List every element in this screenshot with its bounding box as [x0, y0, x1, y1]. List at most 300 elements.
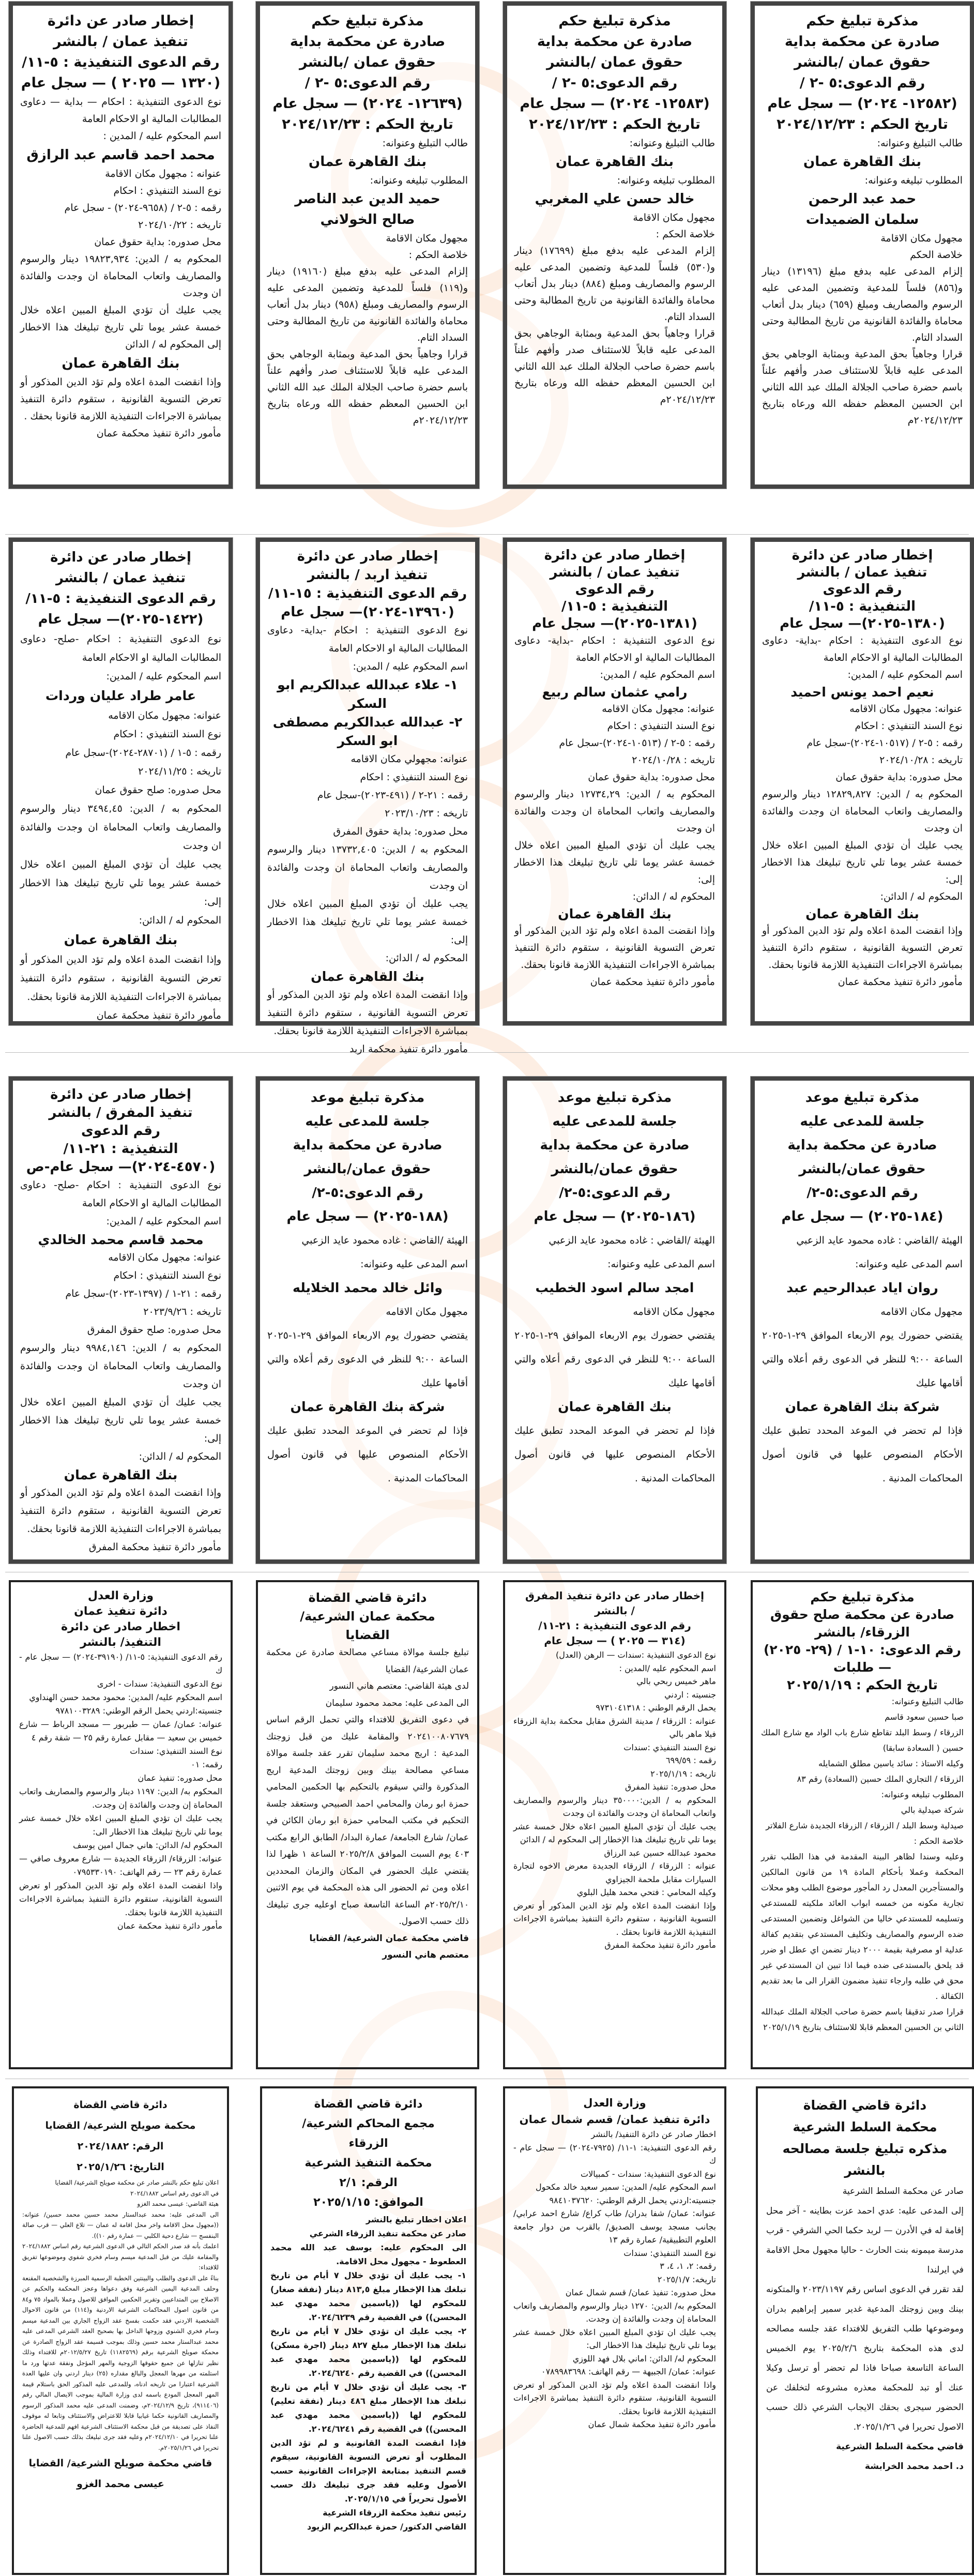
notice-heading: تنفيذ عمان / بالنشر	[550, 565, 680, 580]
notice-text: مجهول مكان الاقامة	[386, 233, 468, 244]
notice-text: نوع الدعوى التنفيذية : احكام -بداية- دعاوى المطالبات المالية او الاحكام العامة	[267, 625, 468, 654]
notice-text: تبليغ جلسة موالاة مساعي مصالحة صادرة عن محكمة عمان الشرعية/ القضايا	[266, 1647, 469, 1675]
notice-heading: (١٢٥٨٣- ٢٠٢٤) — سجل عام	[520, 96, 710, 112]
notice-text: تاريخه : ٢٠٢٤/١٠/٢٨	[879, 754, 963, 766]
notice-text: المحكوم له / الدائن:	[139, 915, 221, 926]
legal-notice	[12, 2086, 229, 2575]
notice-heading: (١٣٨١-٢٠٢٥)— سجل عام	[532, 616, 697, 631]
party-name: محمد قاسم محمد الخالدي	[38, 1232, 204, 1247]
notice-text: محل صدوره: بداية حقوق عمان	[94, 236, 221, 248]
notice-heading: (١٢٥٨٢- ٢٠٢٤) — سجل عام	[767, 96, 957, 112]
notice-text: محل صدوره: تنفيذ عمان/ قسم شمال عمان	[565, 2287, 716, 2297]
notice-heading: تنفيذ اربد / بالنشر	[307, 567, 428, 583]
notice-text: وإذا انقضت المدة اعلاه ولم تؤد الدين المذكور أو تعرض التسوية القانونية ، ستقوم دائرة التنفيذ بمباشرة الاجراءات التنفيذية اللازمة قانونا بحقك.	[20, 1487, 221, 1535]
notice-text: الى المحكوم عليه: يوسف عبد الله محمد العطعوط - مجهول محل الاقامة.	[270, 2242, 466, 2266]
notice-text: وإذا انقضت المدة اعلاه ولم تؤد الدين المذكور أو تعرض التسوية القانونية ، ستقوم دائرة التنفيذ بمباشرة الاجراءات التنفيذية اللازمة قانونا بحقك .	[513, 1900, 716, 1937]
legal-notice	[751, 538, 974, 1025]
notice-heading: رقم الدعوى:٥-٢/	[806, 1185, 918, 1201]
notice-text: يقتضي حضورك يوم الاربعاء الموافق ٢٩-١-٢٠٢٥ الساعة ٩:٠٠ للنظر في الدعوى رقم أعلاه والتي أقامها عليك	[762, 1330, 963, 1389]
notice-heading: رقم الدعوى التنفيذية : ٢١-١١/	[538, 1619, 691, 1632]
notice-text: عنوانه : مجهول مكان الاقامة	[105, 168, 221, 179]
notice-heading: حقوق عمان /بالنشر	[299, 54, 436, 70]
notice-text: رقمه : ٢١-١ / (١٣٩٧-٢٠٢٣)-سجل عام	[65, 1288, 221, 1299]
notice-signature: قاضي محكمة السلط الشرعية	[836, 2442, 964, 2452]
row-divider	[5, 1052, 969, 1053]
notice-text: نوع السند التنفيذي : احكام	[113, 729, 221, 740]
notice-text: ١- يجب عليك أن تؤدي خلال ٧ أيام من تاريخ تبلغك هذا الإخطار مبلغ ٨١٣,٥ دينار (نفقة صغار) للمحكوم لها ((ياسمين محمد مهدي عبد المحسن)) في القضية رقم ٢٠٢٤/٦٢٣٩.	[270, 2270, 466, 2322]
notice-text: تاريخه : ٢٠٢٣/٩/٢٦	[143, 1306, 221, 1317]
notice-text: نوع السند التنفيذي :سندات	[623, 1742, 716, 1752]
notice-text: المحكوم به/ الدين: ١٢٧٠ دينار والرسوم والمصاريف واتعاب المحاماة إن وجدت والفائدة إن وجدت.	[513, 2300, 717, 2324]
notice-text: ٣- يجب عليك أن تؤدي خلال ٧ أيام من تاريخ تبلغك هذا الإخطار مبلغ ٤٨٦ دينار (نفقة تعليم) للمحكوم لها ((ياسمين محمد مهدي عبد المحسن)) في القضية رقم ٢٠٢٤/٦٢٤١.	[270, 2382, 466, 2434]
row-divider	[5, 534, 969, 535]
notice-heading: رقم الدعوى	[575, 582, 655, 597]
notice-text: رقمه : ٥-٢ / (١٠٥١٣-٢٠٢٤)-سجل عام	[559, 737, 715, 749]
notice-text: الى المدعى عليه: محمد محمود سليمان	[325, 1698, 469, 1708]
notice-heading: الرقم: ٢٠٢٤/١٨٨٢	[77, 2141, 164, 2152]
notice-heading: / بالنشر	[595, 1604, 635, 1617]
notice-text: عنوانه: مجهول مكان الاقامه	[602, 703, 715, 715]
notice-heading: مذكرة تبليغ موعد	[805, 1090, 920, 1105]
notice-text: الزرقاء / وسط البلد تقاطع شارع باب الواد مع شارع الملك حسين ( السعادة سابقا)	[761, 1728, 964, 1753]
notice-text: وإذا انقضت المدة اعلاه ولم تؤد الدين المذكور أو تعرض التسوية القانونية ، ستقوم دائرة التنفيذ بمباشرة الاجراءات التنفيذية اللازمة قانونا بحقك.	[762, 925, 963, 971]
notice-text: نوع الدعوى التنفيذية : احكام — بداية — دعاوى المطالبات المالية او الاحكام العامة	[20, 96, 221, 125]
notice-text: مجهول مكان الاقامة	[633, 212, 715, 223]
notice-text: مأمور دائرة تنفيذ محكمة المفرق	[604, 1940, 716, 1950]
notice-heading: صادرة عن محكمة بداية	[784, 34, 940, 50]
notice-heading: رقم الدعوى:٥ -٢ /	[552, 75, 678, 91]
party-name: ٢- عبدالله عبدالكريم مصطفى ابو السكر	[272, 715, 463, 748]
notice-text: الزرقاء / التجاري الملك حسين (السعادة) رقم ٨٣	[797, 1774, 964, 1784]
notice-text: المحكوم له/ الدائن: اماني بلال فهد اللوزي	[572, 2353, 716, 2363]
legal-notice	[256, 538, 479, 1055]
party-name: محمد احمد قاسم عبد الرازق	[26, 147, 215, 163]
notice-heading: تنفيذ عمان / بالنشر	[797, 565, 927, 580]
notice-heading: (٣١٤ — ٢٠٢٥ ) — سجل عام	[544, 1634, 686, 1647]
notice-heading: قاضي محكمة صويلح الشرعية/ القضايا	[28, 2458, 212, 2469]
notice-text: محمود عبدالله حسين عبد الرزاق	[604, 1847, 716, 1858]
notice-text: اسم المحكوم عليه / المدين:	[847, 669, 963, 680]
party-name: بنك القاهرة عمان	[558, 1399, 672, 1414]
notice-text: عنوانه: مجهول مكان الاقامه	[849, 703, 963, 715]
notice-text: محل صدوره: تنفيذ عمان	[138, 1773, 222, 1783]
notice-text: محل صدوره: صلح حقوق المفرق	[87, 1324, 221, 1336]
notice-text: عنوانه: الزرقاء/ الزرقاء الجديدة — شارع معروف صافي — عمارة رقم ٢٣ — رقم الهاتف: ٠٧٩٥٣٣٠١٩٠	[19, 1854, 222, 1877]
notice-heading: دائرة تنفيذ عمان	[74, 1605, 168, 1618]
notice-text: طالب التبليغ وعنوانه:	[891, 1696, 964, 1706]
party-name: بنك القاهرة عمان	[555, 154, 674, 170]
notice-heading: عيسى محمد الغزو	[77, 2478, 164, 2490]
notice-heading: حقوق عمان /بالنشر	[794, 54, 931, 70]
legal-notice	[751, 2, 974, 489]
notice-heading: — طلبات	[833, 1660, 892, 1675]
notice-text: وإذا انقضت المدة اعلاه ولم تؤد الدين المذكور أو تعرض التسوية القانونية ، ستقوم دائرة التنفيذ بمباشرة الاجراءات التنفيذية اللازمة قانونا بحقك.	[20, 954, 221, 1003]
notice-text: قرارا وجاهياً بحق المدعية وبمثابة الوجاهي بحق المدعى عليه قابلاً للاستئناف صدر وأفهم علناً باسم حضرة صاحب الجلالة الملك عبد الله الثاني ابن الحسين المعظم حفظه الله ورعاه بتاريخ ٢٠٢٤/١٢/٢٣م	[267, 348, 468, 426]
notice-heading: تنفيذ عمان / بالنشر	[53, 34, 188, 50]
notice-text: إلى المدعى عليه: عدي احمد عزت بطاينه - آخر محل إقامة له في الأدرن — لربد حكما الحي الشرقي - قرب مدرسة ميمونه بنت الحارث - حاليا مجهول محل الاقامة في ايرلندا	[766, 2206, 964, 2275]
notice-heading: (١٨٤-٢٠٢٥) — سجل عام	[781, 1209, 943, 1224]
legal-notice	[256, 1580, 479, 2069]
notice-heading: (١٨٨-٢٠٢٥) — سجل عام	[286, 1209, 449, 1224]
notice-heading: حقوق عمان /بالنشر	[546, 54, 683, 70]
notice-heading: تاريخ الحكم : ٢٠٢٤/١٢/٢٣	[529, 116, 701, 132]
notice-text: فإذا لم تحضر في الموعد المحدد تطبق عليك الأحكام المنصوص عليها في قانون أصول المحاكمات المدنية .	[514, 1425, 715, 1484]
notice-text: اعلمك بأنه قد صدر الحكم التالي في الدعوى الشرعية رقم اساس ٢٠٢٤/١٨٨٢ والمقامة عليك من قبل المدعية ميسم وسام فخري شفوي وموضوعها تفريق للافتداء:	[22, 2242, 219, 2271]
notice-text: خلاصة الحكم :	[914, 1836, 964, 1846]
notice-text: اسم المحكوم عليه / المدين:	[600, 669, 715, 680]
notice-text: المحكوم به / الدين: ١٩٨٢٣,٩٣٤ دينار والرسوم والمصاريف واتعاب المحاماة ان وجدت والفائدة ان وجدت	[20, 253, 221, 299]
legal-notice	[503, 2086, 726, 2575]
notice-text: إلزام المدعى عليه بدفع مبلغ (١٧٦٩٩) دينار و(٥٣٠) فلساً للمدعية وتضمين المدعى عليه الرسوم والمصاريف ومبلغ (٨٨٤) دينار بدل أتعاب محاماة والفائدة القانونية من تاريخ المطالبة وحتى السداد التام.	[514, 245, 715, 323]
notice-heading: رقم الدعوى	[823, 582, 902, 597]
notice-heading: (١٣٩٦٠-٢٠٢٤)— سجل عام	[281, 604, 454, 620]
notice-heading: الزرقاء	[348, 2137, 388, 2150]
notice-text: المحكوم به / الدين:٣٥٠٠٠٠ دينار والرسوم والمصاريف واتعاب المحاماة ان وجدت والفائدة ان وجدت	[513, 1795, 716, 1818]
notice-text: تاريخه: ٢٠٢٥/١/٧	[657, 2274, 716, 2284]
notice-heading: صادرة عن محكمة بداية	[293, 1138, 443, 1153]
notice-text: جنسيته : اردني	[664, 1689, 716, 1700]
notice-text: واذا انقضت المدة اعلاه ولم تؤد الدين المذكور او تعرض التسوية القانونية، ستقوم دائرة التنفيذ بمباشرة الاجراءات التنفيذية اللازمة قانونا بحقك.	[513, 2380, 716, 2416]
notice-text: المحكوم به / الدين: ١٢٨٢٩,٨٢٧ دينار والرسوم والمصاريف واتعاب المحاماة ان وجدت والفائدة ان وجدت	[762, 789, 963, 834]
notice-text: لقد تقرر في الدعوى اساس رقم ٢٠٢٣/١١٩٧ والمتكونه بينك وبين زوجتك المدعية غدير سمير إبراهيم بدران وموضوعها طلب التفريق للافتداء عقد جلسه مصالحه لدى هذه المحكمة بتاريخ ٢٠٢٥/٢/٦ يوم الخميس الساعة التاسعة صباحا فاذا لم تحضر أو ترسل وكيلا عنك أو تبد للمحكمة معذره مشروعه لتخلفك عن الحضور سيجرى بحقك الايجاب الشرعي ذلك حسب الاصول تحريرا في ٢٠٢٥/١/٢٦.	[766, 2284, 964, 2432]
notice-heading: الرقم: ٢/١	[339, 2176, 398, 2189]
notice-heading: إخطار صادر عن دائرة	[47, 13, 194, 29]
notice-heading: (١٢٦٣٩- ٢٠٢٤) — سجل عام	[272, 96, 463, 112]
party-name: شركة بنك القاهرة عمان	[785, 1399, 940, 1414]
notice-text: نوع الدعوى التنفيذية: سندات - اخرى	[97, 1679, 222, 1689]
notice-heading: رقم الدعوى التنفيذية : ٥-١١/	[22, 54, 220, 70]
notice-text: اخطار صادر عن دائرة التنفيذ/ بالنشر	[591, 2129, 716, 2139]
notice-text: المحكوم له / الدائن:	[385, 952, 468, 964]
notice-heading: رقم الدعوى: ١٠-١ / (٢٩- ٢٠٢٥)	[763, 1642, 962, 1657]
notice-text: المحكوم به / الدين: ٩٩٨٤,١٤٦ دينار والرسوم والمصاريف واتعاب المحاماة ان وجدت والفائدة ان وجدت	[20, 1342, 221, 1390]
legal-notice	[256, 2, 479, 489]
notice-text: إلزام المدعى عليه بدفع مبلغ (١٣١٩٦) دينار و(٨٥٦) فلساً للمدعية وتضمين المدعى عليه الرسوم والمصاريف ومبلغ (٦٥٩) دينار بدل أتعاب محاماة والفائدة القانونية من تاريخ المطالبة وحتى السداد التام.	[762, 266, 963, 343]
notice-text: قرارا وجاهياً بحق المدعية وبمثابة الوجاهي بحق المدعى عليه قابلاً للاستئناف صدر وأفهم علناً باسم حضرة صاحب الجلالة الملك عبد الله الثاني ابن الحسين المعظم حفظه الله ورعاه بتاريخ ٢٠٢٤/١٢/٢٣م	[762, 348, 963, 426]
party-name: امجد سالم اسود الخطيب	[535, 1280, 694, 1295]
notice-text: رقمه : ٥-١ / (٢٨٧٠١-٢٠٢٤)-سجل عام	[65, 747, 221, 759]
notice-heading: إخطار صادر عن دائرة تنفيذ المفرق	[525, 1589, 704, 1602]
notice-text: فإذا لم تحضر في الموعد المحدد تطبق عليك الأحكام المنصوص عليها في قانون أصول المحاكمات المدنية .	[267, 1425, 468, 1484]
notice-heading: التاريخ: ٢٠٢٥/١/٢٦	[77, 2161, 164, 2173]
notice-heading: دائرة قاضي القضاة	[73, 2099, 168, 2111]
notice-heading: بالنشر	[844, 2163, 886, 2178]
notice-text: في دعوى التفريق للافتداء والتي تحمل الرقم اساس ٢٠٢٤١٠٠٨٠٧٦٧٩ والمقامة عليك من قبل زوجتك المدعية : اريج محمد سليمان تقرر عقد جلسة موالاة مساعي مصالحة بينك وبين زوجتك المدعية اريج المذكورة والتي سيقوم بالتحكيم بها الحكمين المحامي حمزة ابو رمان والمحامي احمد الصبيحي وستعقد جلسة التحكيم في مكتب المحامي حمزة ابو رمان الكائن في عمان/ شارع الجامعة/ عمارة البداد/ الطابق الرابع مكتب ٤٠٣ يوم السبت الموافق ٢٠٢٥/٢/٨ الساعة ١ ظهرا لذا يقتضي عليك الحضور في المكان والزمان المحددين اعلاه ومن ثم الحضور الى هذه المحكمة في يوم الاثنين ٢٠٢٥/٢/١٠م الساعة التاسعة صباح اوعليه جرى تبليغك ذلك حسب الاصول.	[266, 1715, 469, 1927]
notice-text: المطلوب تبليغه وعنوانه:	[881, 1790, 964, 1799]
party-name: بنك القاهرة عمان	[64, 1467, 178, 1482]
notice-text: الهيئة /القاضي : غاده محمود عايد الزعبي	[301, 1235, 468, 1246]
notice-text: نوع السند التنفيذي: سندات	[130, 1746, 222, 1756]
notice-heading: إخطار صادر عن دائرة	[792, 548, 933, 563]
notice-heading: (١٣٨٠-٢٠٢٥)— سجل عام	[780, 616, 945, 631]
notice-text: وإذا انقضت المدة اعلاه ولم تؤد الدين المذكور أو تعرض التسوية القانونية ، ستقوم دائرة التنفيذ بمباشرة الاجراءات التنفيذية اللازمة قانونا بحقك .	[20, 376, 221, 422]
notice-text: عنوانه: عمان/ عمان — طبربور — مسجد الرباط — شارع خميس بن سعيد — مقابل عمارة رقم ٢٥ — شقة رقم ٤	[19, 1719, 222, 1742]
notice-heading: حقوق عمان/بالنشر	[799, 1161, 926, 1177]
notice-heading: دائرة تنفيذ عمان/ قسم شمال عمان	[519, 2113, 710, 2126]
notice-heading: رقم الدعوى:٥ -٢ /	[799, 75, 925, 91]
notice-text: نوع السند التنفيذي : احكام	[855, 720, 963, 732]
legal-notice	[9, 1077, 233, 1564]
notice-text: رقم الدعوى التنفيذية: ٥-١١/ (٣٩١٩٠-٢٠٢٤) — سجل عام - ك	[19, 1652, 222, 1675]
legal-notice	[503, 1077, 726, 1564]
party-name: وائل خالد محمد الخلايله	[292, 1280, 443, 1295]
notice-text: ٢- يجب عليك ان تؤدي خلال ٧ أيام من تاريخ تبلغك هذا الإخطار مبلغ ٨٢٧ دينار (اجرة مسكن) للمحكوم لها ((ياسمين محمد مهدي عبد المحسن)) في القضية رقم ٢٠٢٤/٦٢٤٠.	[270, 2326, 467, 2378]
notice-heading: مذكره تبليغ جلسة مصالحه	[782, 2141, 948, 2156]
notice-text: عنوانه: عمان/ شفا بدران/ طاب كراع/ شارع احمد عرابي/ بجانب مسجد يوسف الصديق/ بالقرب من دوار جامعة العلوم التطبيقية/ عمارة رقم ١٣	[513, 2208, 716, 2245]
notice-text: ماهر خميس ربحي بالي	[636, 1676, 716, 1686]
party-name: سلمان الضميدات	[805, 212, 919, 228]
notice-text: اسم المحكوم عليه/ المدين: محمود محمد حسن الهنداوي	[29, 1692, 222, 1702]
notice-text: نوع الدعوى التنفيذية : احكام -بداية- دعاوى المطالبات المالية او الاحكام العامة	[514, 635, 715, 663]
legal-notice	[751, 1580, 974, 2069]
legal-notice	[9, 1580, 233, 2069]
notice-text: شركة صيدلية بالي	[901, 1805, 964, 1815]
notice-heading: رقم الدعوى التنفيذية : ١٥-١١/	[268, 586, 467, 601]
notice-text: صيدلية وسط البلد / الزرقاء / الزرقاء الجديدة شارع الفلاتر	[766, 1821, 964, 1830]
notice-heading: مذكرة تبليغ حكم	[311, 13, 424, 29]
notice-heading: تاريخ الحكم : ٢٠٢٤/١٢/٢٣	[777, 116, 948, 132]
notice-heading: دائرة قاضي القضاة	[308, 1590, 427, 1605]
notice-text: مأمور دائرة تنفيذ محكمة عمان	[96, 428, 221, 439]
notice-text: مجهول مكان الاقامه	[880, 1306, 963, 1317]
notice-text: رقمه: ٠١	[191, 1760, 222, 1769]
notice-heading: تنفيذ المفرق / بالنشر	[49, 1105, 193, 1120]
notice-text: اسم المحكوم عليه / المدين:	[106, 1216, 221, 1227]
notice-text: خلاصة الحكم :	[656, 229, 715, 240]
notice-signature: معتصم هاني النسور	[382, 1950, 469, 1960]
party-name: بنك القاهرة عمان	[803, 154, 922, 170]
party-name: شركة بنك القاهرة عمان	[290, 1399, 445, 1414]
notice-text: يجب عليك أن تؤدي المبلغ المبين اعلاه خلال خمسة عشر يوما تلي تاريخ تبليغك هذا الاخطار إلى:	[514, 840, 715, 885]
notice-text: تاريخه : ٢٠٢٤/١٠/٢٢	[138, 219, 221, 231]
notice-text: المحكوم له / الدائن:	[632, 891, 715, 902]
legal-notice	[9, 538, 233, 1025]
notice-text: نوع الدعوى التنفيذية : احكام -صلح- دعاوى المطالبات المالية او الاحكام العامة	[20, 633, 221, 663]
notice-text: المحكوم به/ الدين: ١١٩٧ دينار والرسوم والمصاريف واتعاب المحاماة إن وجدت والفائدة إن وجدت.	[19, 1786, 223, 1810]
notice-text: يجب عليك أن تؤدي المبلغ المبين اعلاه خلال خمسة عشر يوما تلي تاريخ تبليغك هذا الإخطار إلى المحكوم له / الدائن	[513, 1821, 716, 1844]
notice-text: يقتضي حضورك يوم الاربعاء الموافق ٢٩-١-٢٠٢٥ الساعة ٩:٠٠ للنظر في الدعوى رقم أعلاه والتي أقامها عليك	[514, 1330, 715, 1389]
notice-text: عنوانه : الزرقاء / مدينة الشرق مقابل محكمة بداية الزرقاء فيلا ماهر بالي	[513, 1716, 716, 1739]
notice-text: وعليه وسندا لظاهر البينة المقدمة في هذا الطلب تقرر المحكمة وعملا بأحكام المادة ١٩ من قانون المالكين والمستأجرين المعدل رد المأجور موضوع الطلب وهو محلات تجارية مكونه من خمسه ابواب العائد ملكيته للمستدعي وتسليمه للمستدعي خاليا من الشواغل وتضمين المستدعى ضده الرسوم والمصاريف وتكليف المستدعي بتقديم كفالة عدلية او مصرفية بقيمة ٢٠٠٠ دينار تضمن اي عطل او ضرر قد يلحق بالمستدعى ضده فيما اذا تبين ان المستدعي غير محق في طلبه وارجاء تنفيذ مضمون القرار الى ما بعد تقديم الكفالة .	[761, 1852, 964, 2001]
notice-heading: رقم الدعوى:٥-٢/	[559, 1185, 671, 1201]
notice-heading: رقم الدعوى:٥ -٢ /	[305, 75, 431, 91]
notice-text: عنوانه : الزرقاء / الزرقاء الجديدة معرض الاخوه لتجارة السيارات مقابل ملحمة الجيزاوي	[513, 1861, 716, 1884]
notice-text: نوع السند التنفيذي : احكام	[113, 185, 221, 196]
notice-text: مأمور دائرة تنفيذ محكمة شمال عمان	[588, 2419, 716, 2429]
notice-text: اسم المدعى عليه وعنوانه:	[855, 1259, 963, 1270]
party-name: نعيم احمد يونس احميد	[790, 685, 934, 700]
notice-text: الى المدعى عليه: محمد عبدالستار محمد حسين محمد حسين/ عنوانه: ((مجهول محل الاقامة واخر محل اقامة له عمان — تلاع العلي — قرب صالة البنفسج — شارع دحية الكلبي — عمارة رقم ١٠)).	[22, 2210, 219, 2239]
notice-text: محل صدوره: بداية حقوق عمان	[588, 771, 715, 783]
notice-text: نوع الدعوى التنفيذية :سندات — الرهن (العدل)	[555, 1650, 716, 1660]
notice-text: واذا انقضت المدة اعلاه ولم تؤد الدين المذكور او تعرض التسوية القانونية، ستقوم دائرة التنفيذ بمباشرة الاجراءات التنفيذية اللازمة قانونا بحقك.	[19, 1881, 222, 1917]
notice-heading: إخطار صادر عن دائرة	[50, 550, 191, 565]
notice-text: إلزام المدعى عليه بدفع مبلغ (١٩١٦٠) دينار و(١١٩) فلساً للمدعية وتضمين المدعى عليه الرسوم والمصاريف ومبلغ (٩٥٨) دينار بدل أتعاب محاماة والفائدة القانونية من تاريخ المطالبة وحتى السداد التام.	[267, 266, 468, 343]
notice-text: وإذا انقضت المدة اعلاه ولم تؤد الدين المذكور أو تعرض التسوية القانونية ، ستقوم دائرة التنفيذ بمباشرة الاجراءات التنفيذية اللازمة قانونا بحقك.	[514, 925, 715, 971]
notice-text: رقمه : ٥-٢ / (٩٦٥٨-٢٠٢٤) - سجل عام	[64, 202, 221, 214]
notice-heading: تاريخ الحكم : ٢٠٢٤/١٢/٢٣	[282, 116, 453, 132]
notice-text: في الدعوى رقم اساس ٢٠٢٤/١٨٨٢	[130, 2189, 219, 2197]
legal-notice	[503, 538, 726, 1025]
notice-text: يقتضي حضورك يوم الاربعاء الموافق ٢٩-١-٢٠٢٥ الساعة ٩:٠٠ للنظر في الدعوى رقم أعلاه والتي أقامها عليك	[267, 1330, 468, 1389]
notice-signature: رئيس تنفيذ محكمة الزرقاء الشرعية	[323, 2508, 466, 2518]
notice-heading: صادرة عن محكمة بداية	[787, 1138, 937, 1153]
notice-text: قرارا وجاهياً بحق المدعية وبمثابة الوجاهي بحق المدعى عليه قابلاً للاستئناف صدر وأفهم علناً باسم حضرة صاحب الجلالة الملك عبد الله الثاني ابن الحسين المعظم حفظه الله ورعاه بتاريخ ٢٠٢٤/١٢/٢٣م	[514, 328, 715, 405]
notice-heading: التنفيذ/ بالنشر	[80, 1636, 161, 1649]
notice-text: يحمل الرقم الوطني : ٩٧٣١٠٤١٣١٨	[596, 1703, 716, 1713]
legal-notice	[260, 2086, 477, 2575]
notice-text: لدى هيئة القاضي: معتصم هاني النسور	[329, 1681, 469, 1691]
notice-text: يجب عليك أن تؤدي المبلغ المبين اعلاه خلال خمسة عشر يوما تلي تاريخ تبليغك هذا الاخطار إلى:	[20, 859, 221, 907]
notice-text: مأمور دائرة تنفيذ محكمة عمان	[96, 1010, 221, 1021]
notice-heading: رقم الدعوى:٥-٢/	[312, 1185, 423, 1201]
notice-heading: صادرة عن محكمة بداية	[537, 34, 693, 50]
notice-heading: الموافق: ٢٠٢٥/١/١٥	[313, 2196, 423, 2209]
notice-text: محل صدوره: تنفيذ المفرق	[625, 1782, 716, 1792]
notice-text: مأمور دائرة تنفيذ محكمة اربد	[349, 1043, 468, 1055]
notice-heading: تنفيذ عمان / بالنشر	[55, 570, 186, 586]
party-name: حميد الدين عبد الناصر	[295, 191, 440, 207]
notice-text: خلاصة الحكم :	[408, 249, 468, 261]
notice-text: نوع الدعوى التنفيذية : احكام -بداية- دعاوى المطالبات المالية او الاحكام العامة	[762, 635, 963, 663]
party-name: بنك القاهرة عمان	[805, 906, 919, 921]
notice-text: تاريخه : ٢٠٢٣/١٠/٢٣	[385, 808, 468, 819]
notice-text: نوع السند التنفيذي : احكام	[360, 771, 468, 783]
notice-text: يجب عليك أن تؤدي المبلغ المبين اعلاه خلال خمسة عشر يوما تلي تاريخ تبليغك هذا الاخطار إلى المحكوم له / الدائن	[20, 305, 221, 350]
notice-signature: قاضي محكمة عمان الشرعية/ القضايا	[309, 1933, 469, 1944]
notice-text: مأمور دائرة تنفيذ محكمة المفرق	[88, 1541, 221, 1553]
notice-heading: (١٣٢٠ — ٢٠٢٥ ) — سجل عام	[21, 75, 221, 91]
party-name: ١- علاء عبدالله عبدالكريم ابو السكر	[277, 677, 458, 711]
notice-heading: حقوق عمان/بالنشر	[551, 1161, 678, 1177]
notice-text: خلاصة الحكم	[910, 249, 963, 261]
notice-text: اعلان اخطار تبليغ بالنشر	[366, 2215, 466, 2224]
notice-text: مجهول مكان الاقامه	[386, 1306, 468, 1317]
legal-notice	[751, 1077, 974, 1564]
notice-text: اسم المحكوم عليه /المدين :	[619, 1663, 716, 1673]
notice-text: وإذا انقضت المدة اعلاه ولم تؤد الدين المذكور أو تعرض التسوية القانونية ، ستقوم دائرة التنفيذ بمباشرة الاجراءات التنفيذية اللازمة قانونا بحقك.	[267, 989, 468, 1037]
notice-text: عنوانه: مجهولي مكان الاقامه	[351, 753, 468, 765]
notice-text: طالب التبليغ وعنوانه:	[877, 138, 963, 149]
notice-heading: دائرة قاضي القضاة	[803, 2098, 927, 2113]
notice-text: عنوانه: مجهول مكان الاقامه	[108, 1252, 221, 1263]
notice-text: اعلان تبليغ حكم بالنشر صادر عن محكمة صويلح الشرعية/ القضايا	[55, 2179, 219, 2186]
notice-heading: مجمع المحاكم الشرعية/	[302, 2117, 435, 2130]
notice-text: يجب عليك ان تؤدي المبلغ المبين اعلاه خلال خمسة عشر يوما تلي تاريخ تبليغك هذا الاخطار الى:	[19, 1813, 222, 1837]
notice-text: تاريخه : ٢٠٢٤/١١/٢٥	[138, 766, 221, 777]
notice-heading: تاريخ الحكم : ٢٠٢٥/١/١٩	[787, 1677, 938, 1692]
notice-text: الهيئة /القاضي : غاده محمود عايد الزعبي	[796, 1235, 963, 1246]
notice-heading: صادرة عن محكمة صلح حقوق	[770, 1607, 955, 1622]
notice-text: فإذا لم تحضر في الموعد المحدد تطبق عليك الأحكام المنصوص عليها في قانون أصول المحاكمات المدنية .	[762, 1425, 963, 1484]
party-name: بنك القاهرة عمان	[62, 356, 180, 371]
notice-text: طالب التبليغ وعنوانه:	[382, 138, 468, 149]
notice-text: المطلوب تبليغه وعنوانه:	[864, 175, 963, 186]
notice-text: تاريخه : ٢٠٢٥/١/١٩	[650, 1768, 716, 1779]
notice-text: محل صدوره: صلح حقوق عمان	[95, 784, 221, 796]
notice-text: الهيئة /القاضي : غاده محمود عايد الزعبي	[549, 1235, 715, 1246]
notice-heading: صادرة عن محكمة بداية	[540, 1138, 690, 1153]
notice-signature: القاضي الدكتور/ حمزة عبدالكريم الزيود	[307, 2522, 466, 2532]
notice-text: المطلوب تبليغه وعنوانه:	[617, 175, 715, 186]
notice-text: رقمه : ٥-٢ / (١٠٥١٧-٢٠٢٤)-سجل عام	[806, 737, 963, 749]
notice-heading: مذكرة تبليغ موعد	[310, 1090, 425, 1105]
notice-heading: محكمة عمان الشرعية/	[300, 1609, 435, 1624]
notice-signature: د. احمد محمد الخرابشة	[864, 2461, 964, 2472]
notice-text: طالب التبليغ وعنوانه:	[629, 138, 715, 149]
party-name: عامر طراد عليان وردات	[45, 688, 196, 703]
party-name: صالح الخولاني	[320, 212, 415, 228]
notice-text: اسم المدعى عليه وعنوانه:	[607, 1259, 715, 1270]
notice-text: اسم المحكوم عليه / المدين:	[106, 671, 221, 682]
notice-text: مأمور دائرة تنفيذ محكمة عمان	[590, 976, 715, 988]
notice-heading: الزرقاء/ بالنشر	[815, 1625, 910, 1640]
party-name: خالد حسن علي المغربي	[535, 191, 695, 207]
notice-text: عنوانه: مجهول مكان الاقامه	[108, 710, 221, 721]
notice-text: المحكوم به / الدين: ١٢٧٣٤,٢٩ دينار والرسوم والمصاريف واتعاب المحاماة ان وجدت والفائدة ان وجدت	[514, 789, 715, 834]
notice-heading: صادرة عن محكمة بداية	[290, 34, 446, 50]
notice-heading: رقم الدعوى التنفيذية : ٥-١١/	[25, 591, 216, 607]
notice-text: رقمه: ٢، ١، ٤، ٣	[660, 2261, 716, 2271]
notice-heading: محكمة التنفيذ الشرعية	[305, 2157, 432, 2170]
notice-text: يجب عليك ان تؤدي المبلغ المبين اعلاه خلال خمسة عشر يوما تلي تاريخ تبليغك هذا الاخطار الى:	[513, 2327, 716, 2350]
notice-text: مجهول مكان الاقامه	[633, 1306, 715, 1317]
notice-text: صبا حسين سعود قاسم	[885, 1712, 964, 1722]
notice-text: رقمه : ٦٩٩/٥٩	[665, 1755, 716, 1765]
notice-text: مجهول مكان الاقامة	[880, 233, 963, 244]
notice-text: اسم المحكوم عليه / المدين:	[353, 661, 468, 672]
notice-text: نوع الدعوى التنفيذية : احكام -صلح- دعاوى المطالبات المالية او الاحكام العامة	[20, 1179, 221, 1209]
notice-text: يجب عليك أن تؤدي المبلغ المبين اعلاه خلال خمسة عشر يوما تلي تاريخ تبليغك هذا الاخطار إلى:	[20, 1397, 221, 1444]
notice-heading: إخطار صادر عن دائرة	[50, 1087, 191, 1102]
notice-heading: دائرة قاضي القضاة	[314, 2098, 423, 2111]
notice-text: وكيله المحامي : فتحي محمد هليل البلوي	[576, 1887, 716, 1897]
notice-text: فإذا انقضت المدة القانونية و لم تؤد الدين المطلوب أو تعرض التسوية القانونية، سيقوم قسم التنفيذ بمتابعة الإجراءات القانونية حسب الأصول وعليه فقد جرى تبليغك ذلك حسب الأصول تحريراً في ٢٠٢٥/١/١٥.	[270, 2438, 466, 2504]
notice-text: نوع الدعوى التنفيذية: سندات - كمبيالات	[581, 2169, 716, 2179]
notice-text: اسم المحكوم عليه / المدين :	[103, 130, 221, 142]
party-name: بنك القاهرة عمان	[311, 969, 424, 984]
notice-heading: إخطار صادر عن دائرة	[297, 549, 438, 564]
notice-heading: التنفيذية : ٥-١١/	[561, 599, 668, 614]
notice-text: المحكوم له / الدائن:	[880, 891, 963, 902]
legal-notice	[9, 2, 233, 489]
notice-heading: جلسة للمدعى عليه	[305, 1114, 430, 1129]
notice-text: المحكوم له / الدائن:	[139, 1451, 221, 1462]
notice-text: اسم المدعى عليه وعنوانه:	[360, 1259, 468, 1270]
notice-text: مأمور دائرة تنفيذ محكمة عمان	[838, 976, 963, 988]
party-name: بنك القاهرة عمان	[308, 154, 427, 170]
notice-heading: محكمة السلط الشرعية	[793, 2119, 937, 2134]
notice-heading: إخطار صادر عن دائرة	[544, 548, 686, 563]
notice-heading: (٤٥٧٠-٢٠٢٤)— سجل عام-ص	[26, 1159, 216, 1175]
party-name: حمد عبد الرحمن	[808, 191, 917, 207]
notice-text: قرارا صدر تدقيقا باسم حضرة صاحب الجلالة الملك عبدالله الثاني بن الحسين المعظم قابلا للاستئناف بتاريخ ٢٠٢٥/١/١٩	[761, 2007, 964, 2032]
notice-heading: مذكرة تبليغ حكم	[806, 13, 919, 29]
notice-heading: (١٨٦-٢٠٢٥) — سجل عام	[534, 1209, 696, 1224]
notice-text: محل صدوره: بداية حقوق عمان	[835, 771, 963, 783]
notice-heading: مذكرة تبليغ حكم	[810, 1589, 915, 1604]
notice-text: يجب عليك أن تؤدي المبلغ المبين اعلاه خلال خمسة عشر يوما تلي تاريخ تبليغك هذا الاخطار إلى:	[762, 840, 963, 885]
notice-text: نوع السند التنفيذي : احكام	[607, 720, 715, 732]
party-name: بنك القاهرة عمان	[558, 906, 672, 921]
notice-text: صادر عن محكمة تنفيذ الزرقاء الشرعي	[309, 2229, 466, 2238]
notice-heading: رقم الدعوى	[81, 1123, 161, 1139]
legal-notice	[503, 2, 726, 489]
notice-text: محل صدوره: بداية حقوق المفرق	[333, 826, 468, 837]
notice-text: المحكوم به / الدين: ١٣٧٣٢,٤٠٥ دينار والرسوم والمصاريف واتعاب المحاماة ان وجدت والفائدة ان وجدت	[267, 844, 468, 891]
party-name: روان اياد عبدالرحيم عبد	[786, 1280, 938, 1295]
party-name: بنك القاهرة عمان	[64, 932, 178, 947]
